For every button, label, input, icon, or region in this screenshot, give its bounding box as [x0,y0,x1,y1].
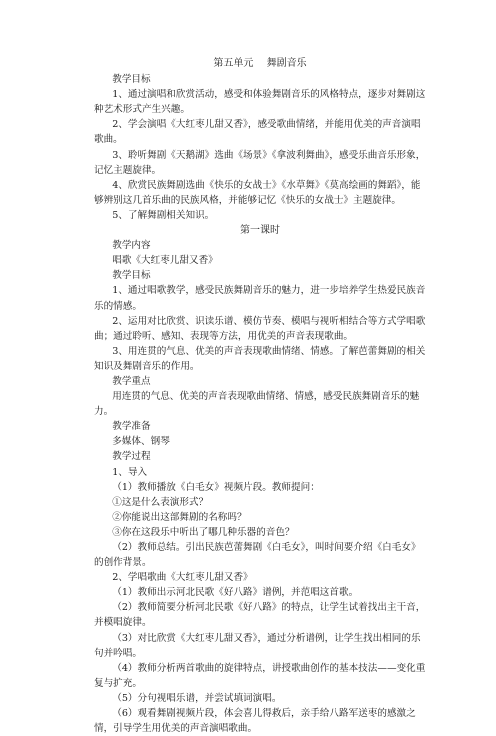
goal-item: 2、学会演唱《大红枣儿甜又香》，感受歌曲情绪，并能用优美的声音演唱歌曲。 [94,119,421,146]
content-heading: 教学内容 [112,240,151,252]
process-heading: 教学过程 [112,451,151,463]
unit-title: 第五单元 舞剧音乐 [213,58,307,69]
goal-item: 3、聆听舞剧《天鹅湖》选曲《场景》《拿波利舞曲》，感受乐曲音乐形象，记忆主题旋律。 [94,149,426,176]
goal2-heading: 教学目标 [112,270,151,282]
step-item: （1）教师出示河北民歌《好八路》谱例，并范唱这首歌。 [112,587,359,599]
goal2-item: 1、通过唱歌教学，感受民族舞剧音乐的魅力，进一步培养学生热爱民族音乐的情感。 [94,285,426,312]
prep-text: 多媒体、钢琴 [112,436,170,448]
goal-item: 5、了解舞剧相关知识。 [112,209,215,221]
step-item: ②你能说出这部舞剧的名称吗？ [112,511,247,523]
goal-item: 4、欣赏民族舞剧选曲《快乐的女战士》《水草舞》《莫高绘画的舞蹈》，能够辨别这几首乐曲的民族风格，并能够记忆《快乐的女战士》主题旋律。 [94,179,421,206]
prep-heading: 教学准备 [112,421,151,433]
step-heading: 1、导入 [112,466,148,478]
goal-item: 1、通过演唱和欣赏活动，感受和体验舞剧音乐的风格特点，逐步对舞剧这种艺术形式产生兴趣。 [94,89,426,116]
step-item: （2）教师简要分析河北民歌《好八路》的特点，让学生试着找出主干音，并模唱旋律。 [94,602,426,629]
step-item: （1）教师播放《白毛女》视频片段。教师提问： [112,481,320,493]
goal-heading: 教学目标 [112,74,151,86]
step-item: ③你在这段乐中听出了哪几种乐器的音色？ [112,526,295,538]
document-body [94,56,426,736]
step-item: （4）教师分析两首歌曲的旋律特点，讲授歌曲创作的基本技法——变化重复与扩充。 [94,662,426,689]
key-heading: 教学重点 [112,375,151,387]
step-item: （3）对比欣赏《大红枣儿甜又香》，通过分析谱例，让学生找出相同的乐句并吟唱。 [94,632,421,659]
goal2-item: 2、运用对比欣赏、识读乐谱、模仿节奏、模唱与视听相结合等方式学唱歌曲；通过聆听、感知、表现等方法，用优美的声音表现歌曲。 [94,315,426,342]
step-item: （2）教师总结。引出民族芭蕾舞剧《白毛女》，叫时间要介绍《白毛女》的创作背景。 [94,542,421,569]
step-item: （5）分句视唱乐谱，并尝试填词演唱。 [112,692,282,704]
step-item: （6）观看舞剧视频片段，体会喜儿得救后，亲手给八路军送枣的感激之情，引导学生用优美的声音演唱歌曲。 [94,708,416,735]
step-heading: 2、学唱歌曲《大红枣儿甜又香》 [112,572,253,584]
goal2-item: 3、用连贯的气息、优美的声音表现歌曲情绪、情感。了解芭蕾舞剧的相关知识及舞剧音乐的作用。 [94,345,426,372]
key-text: 用连贯的气息、优美的声音表现歌曲情绪、情感，感受民族舞剧音乐的魅力。 [94,391,420,418]
content-text: 唱歌《大红枣儿甜又香》 [112,255,218,267]
lesson-title: 第一课时 [240,225,280,237]
step-item: ①这是什么表演形式？ [112,496,209,508]
